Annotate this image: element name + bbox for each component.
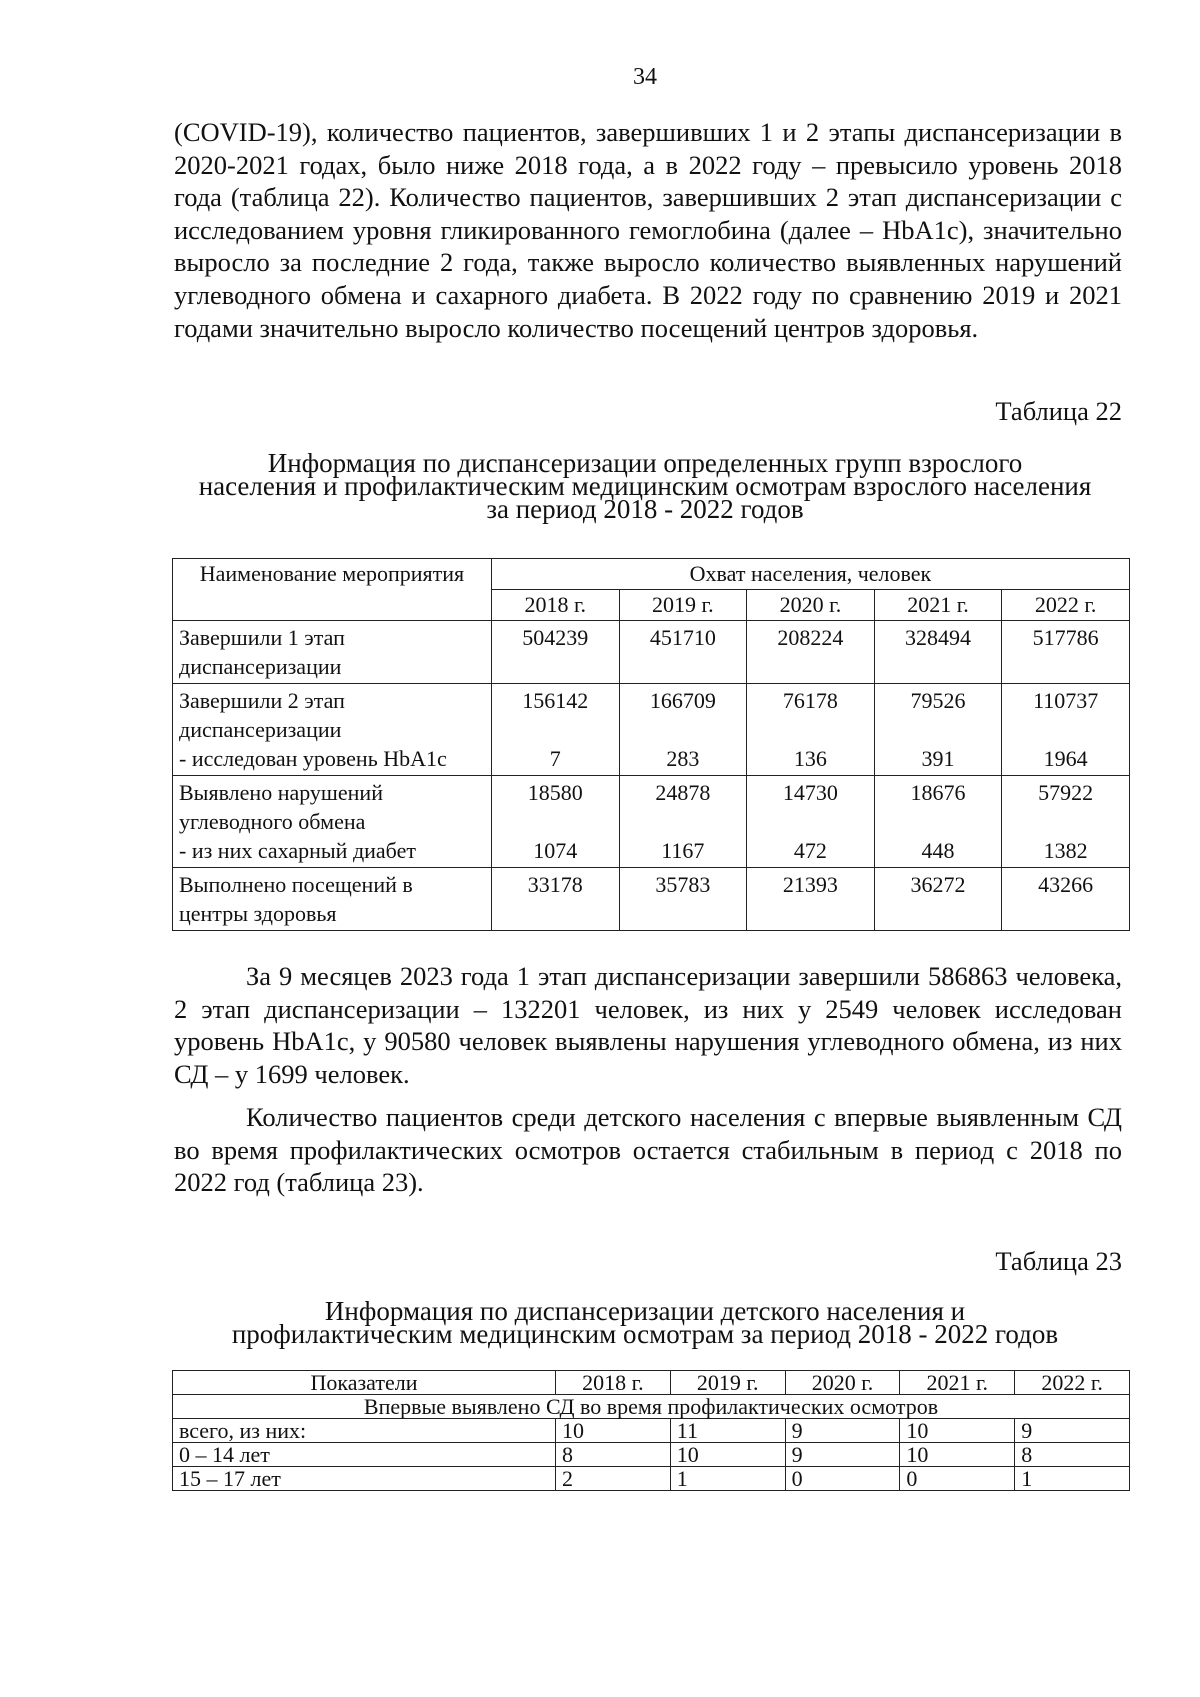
page-number: 34	[633, 64, 657, 90]
table-23	[172, 1370, 1130, 1491]
table-23-cell: 1	[1015, 1467, 1130, 1491]
table-23-label: Таблица 23	[995, 1246, 1122, 1276]
table-22-caption-line: Информация по диспансеризации определенных групп взрослого	[267, 448, 1023, 478]
table-22-year-header: 2021 г.	[874, 590, 1002, 621]
table-22-sub-value: 1167	[661, 838, 705, 863]
table-23-row-name: всего, из них:	[173, 1419, 556, 1443]
table-23-cell: 9	[785, 1419, 900, 1443]
table-23-cell: 10	[670, 1443, 785, 1467]
table-22-sub-value: 391	[921, 746, 955, 771]
table-23-caption-line: профилактическим медицинским осмотрам за период 2018 - 2022 годов	[231, 1319, 1059, 1349]
table-23-row	[173, 1467, 1130, 1491]
table-23-header-row	[173, 1371, 1130, 1395]
table-22-row-name: Завершили 2 этап диспансеризации	[179, 688, 345, 742]
table-23-cell: 1	[670, 1467, 785, 1491]
table-22-row	[173, 621, 1130, 684]
table-22-sub-value: 1964	[1043, 746, 1088, 771]
table-23-cell: 10	[900, 1443, 1015, 1467]
table-23-caption-line: Информация по диспансеризации детского населения и	[324, 1296, 966, 1326]
table-22-cell: 33178	[491, 868, 619, 931]
table-22-cell: 35783	[619, 868, 747, 931]
table-22-sub-value: 7	[549, 746, 561, 771]
table-23-year-header: 2020 г.	[785, 1371, 900, 1395]
table-22-value: 57922	[1038, 780, 1094, 805]
table-22-cell: 21393	[747, 868, 875, 931]
table-22-row-name-cell	[173, 776, 492, 868]
table-23-row-name: 0 – 14 лет	[173, 1443, 556, 1467]
table-22-caption	[150, 448, 1140, 524]
table-23-cell: 11	[670, 1419, 785, 1443]
table-22-cell	[874, 776, 1002, 868]
table-23-cell: 10	[900, 1419, 1015, 1443]
paragraph-9-months: За 9 месяцев 2023 года 1 этап диспансеризации завершили 586863 человека, 2 этап диспансеризации – 132201 человек, из них у 2549 человек исследован уровень HbA1c, у 90580 человек выявлены нарушения углеводного обмена, из них СД – у 1699 человек.	[174, 961, 1122, 1089]
table-22-cell: 208224	[747, 621, 875, 684]
table-22-cell	[747, 684, 875, 776]
table-22-row-name: Выполнено посещений в центры здоровья	[173, 868, 492, 931]
table-22-cell	[491, 684, 619, 776]
table-22-sub-value: 283	[666, 746, 700, 771]
table-22-cell	[874, 684, 1002, 776]
table-22-col-name: Наименование мероприятия	[173, 559, 492, 621]
table-23-cell: 9	[1015, 1419, 1130, 1443]
table-22-value: 110737	[1033, 688, 1099, 713]
table-22-cell: 517786	[1002, 621, 1130, 684]
table-22-sub-value: 136	[793, 746, 827, 771]
table-22-year-header: 2018 г.	[491, 590, 619, 621]
table-23-year-header: 2019 г.	[670, 1371, 785, 1395]
table-22-cell	[747, 776, 875, 868]
table-22-header-row	[173, 559, 1130, 590]
table-22-row-name: Выявлено нарушений углеводного обмена	[179, 780, 383, 834]
table-22-cell: 328494	[874, 621, 1002, 684]
table-23-cell: 8	[1015, 1443, 1130, 1467]
table-22-row	[173, 868, 1130, 931]
table-22-value: 14730	[782, 780, 838, 805]
table-22-caption-line: за период 2018 - 2022 годов	[486, 494, 804, 524]
table-22-cell: 451710	[619, 621, 747, 684]
table-22-value: 76178	[782, 688, 838, 713]
table-22-sub-name: - исследован уровень HbA1c	[179, 746, 447, 771]
table-22-year-header: 2020 г.	[747, 590, 875, 621]
table-23-cell: 9	[785, 1443, 900, 1467]
table-22-sub-name: - из них сахарный диабет	[179, 838, 416, 863]
table-22-value: 24878	[655, 780, 711, 805]
table-22-sub-value: 472	[793, 838, 827, 863]
table-23-year-header: 2021 г.	[900, 1371, 1015, 1395]
table-23-year-header: 2018 г.	[556, 1371, 671, 1395]
table-23-col-name: Показатели	[173, 1371, 556, 1395]
table-22-row	[173, 684, 1130, 776]
table-23-cell: 10	[556, 1419, 671, 1443]
table-22-cell	[1002, 684, 1130, 776]
table-23-cell: 8	[556, 1443, 671, 1467]
table-22-label: Таблица 22	[995, 396, 1122, 426]
table-22-cell	[619, 684, 747, 776]
table-23-section-title: Впервые выявлено СД во время профилактических осмотров	[173, 1395, 1130, 1419]
table-22-sub-value: 1382	[1043, 838, 1088, 863]
table-23-cell: 0	[785, 1467, 900, 1491]
table-23-section-row	[173, 1395, 1130, 1419]
table-22-caption-line: населения и профилактическим медицинским осмотрам взрослого населения	[198, 471, 1092, 501]
table-22-cell: 504239	[491, 621, 619, 684]
table-22-row	[173, 776, 1130, 868]
table-22-row-name: Завершили 1 этап диспансеризации	[173, 621, 492, 684]
table-23-row	[173, 1419, 1130, 1443]
table-22-cell	[619, 776, 747, 868]
table-22-value: 18676	[910, 780, 966, 805]
table-22-cell: 43266	[1002, 868, 1130, 931]
table-22-year-header: 2019 г.	[619, 590, 747, 621]
table-23-cell: 0	[900, 1467, 1015, 1491]
table-22-row-name-cell	[173, 684, 492, 776]
table-22-sub-value: 1074	[533, 838, 578, 863]
table-23-year-header: 2022 г.	[1015, 1371, 1130, 1395]
table-22-year-header: 2022 г.	[1002, 590, 1130, 621]
table-22-value: 156142	[522, 688, 589, 713]
paragraph-children: Количество пациентов среди детского населения с впервые выявленным СД во время профилактических осмотров остается стабильным в период с 2018 по 2022 год (таблица 23).	[174, 1102, 1122, 1198]
table-22-sub-value: 448	[921, 838, 955, 863]
table-23-row-name: 15 – 17 лет	[173, 1467, 556, 1491]
table-23-row	[173, 1443, 1130, 1467]
table-22-value: 79526	[910, 688, 966, 713]
table-22-value: 166709	[649, 688, 716, 713]
table-22-col-group: Охват населения, человек	[491, 559, 1129, 590]
table-23-cell: 2	[556, 1467, 671, 1491]
table-22-value: 18580	[527, 780, 583, 805]
paragraph-intro: (COVID-19), количество пациентов, завершивших 1 и 2 этапы диспансеризации в 2020-2021 годах, было ниже 2018 года, а в 2022 году – превысило уровень 2018 года (таблица 22). Количество пациентов, завершивших 2 этап диспансеризации с исследованием уровня гликированного гемоглобина (далее – HbA1c), значительно выросло за последние 2 года, также выросло количество выявленных нарушений углеводного обмена и сахарного диабета. В 2022 году по сравнению 2019 и 2021 годами значительно выросло количество посещений центров здоровья.	[174, 117, 1122, 343]
table-22-cell	[1002, 776, 1130, 868]
table-22-cell	[491, 776, 619, 868]
table-22	[172, 558, 1130, 931]
table-23-caption	[150, 1296, 1140, 1349]
table-22-cell: 36272	[874, 868, 1002, 931]
